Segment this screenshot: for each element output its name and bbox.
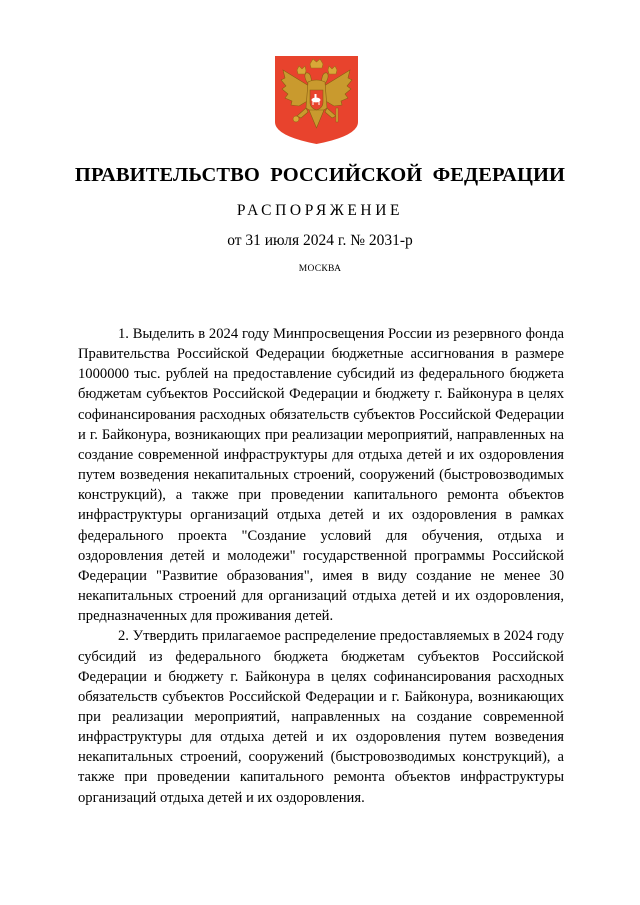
- government-title: ПРАВИТЕЛЬСТВО РОССИЙСКОЙ ФЕДЕРАЦИИ: [74, 164, 566, 186]
- paragraph-1: 1. Выделить в 2024 году Минпросвещения России из резервного фонда Правительства Российской Федерации бюджетные ассигнования в размере 1000000 тыс. рублей на предоставление субсидий из федерального бюджета бюджетам субъектов Российской Федерации и бюджету г. Байконура в целях софинансирования расходных обязательств субъектов Российской Федерации и г. Байконура, возникающих при реализации мероприятий, направленных на создание современной инфраструктуры для отдыха детей и их оздоровления путем возведения некапитальных строений, сооружений (быстровозводимых конструкций), а также при проведении капитального ремонта объектов инфраструктуры организаций отдыха детей и их оздоровления в рамках федерального проекта "Создание условий для обучения, отдыха и оздоровления детей и молодежи" государственной программы Российской Федерации "Развитие образования", имея в виду создание не менее 30 некапитальных строений для организаций отдыха детей и их оздоровления, предназначенных для проживания детей.: [78, 326, 564, 625]
- document-city: МОСКВА: [298, 264, 342, 274]
- document-type: РАСПОРЯЖЕНИЕ: [236, 202, 404, 219]
- document-date-number: от 31 июля 2024 г. № 2031-р: [227, 232, 413, 249]
- russian-coat-of-arms-icon: [275, 56, 358, 144]
- paragraph-2: 2. Утвердить прилагаемое распределение предоставляемых в 2024 году субсидий из федерального бюджета бюджетам субъектов Российской Федерации и бюджету г. Байконура в целях софинансирования расходных обязательств субъектов Российской Федерации и г. Байконура, возникающих при реализации мероприятий, направленных на создание современной инфраструктуры для отдыха детей и их оздоровления путем возведения некапитальных строений, сооружений (быстровозводимых конструкций), а также при проведении капитального ремонта объектов инфраструктуры организаций отдыха детей и их оздоровления.: [78, 628, 564, 806]
- document-body: [78, 324, 564, 808]
